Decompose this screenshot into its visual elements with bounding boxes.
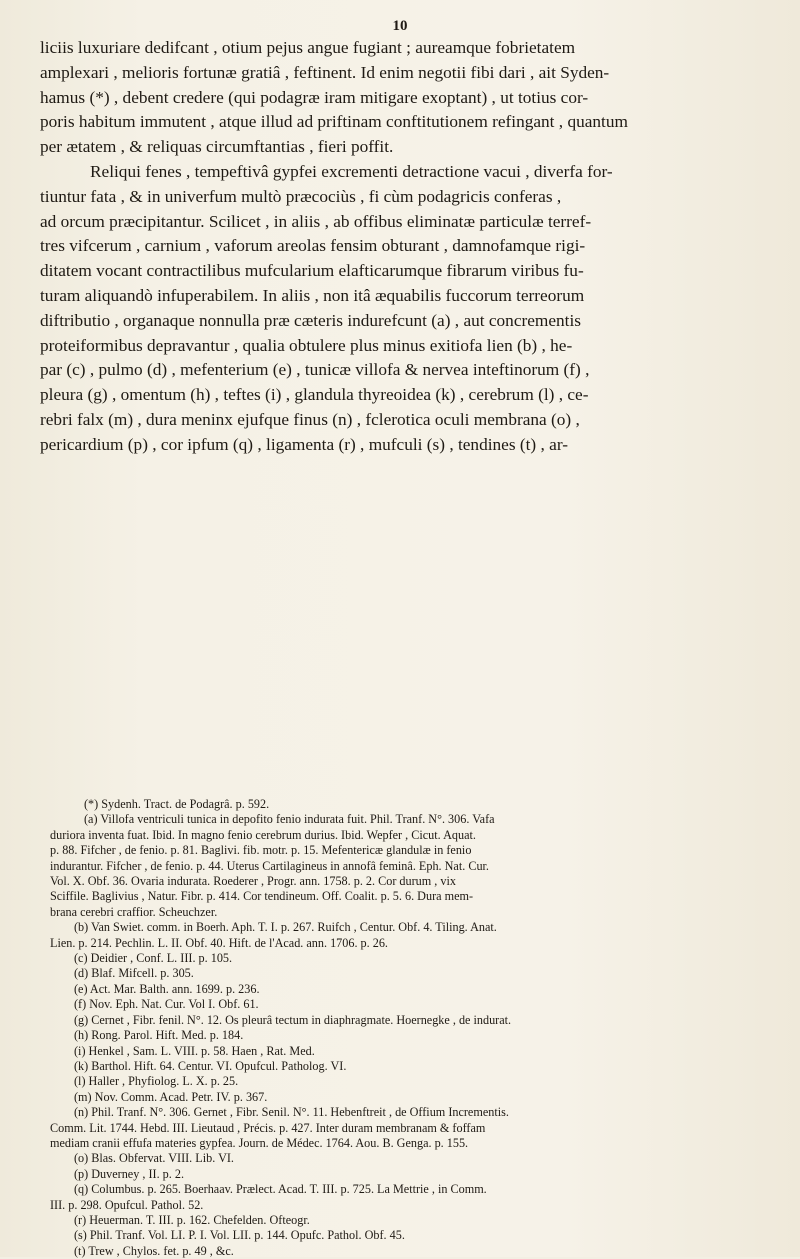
text-line: ditatem vocant contractilibus mufcularium elafticarumque fibrarum viribus fu- (40, 261, 584, 281)
footnote-line: Vol. X. Obf. 36. Ovaria indurata. Roederer , Progr. ann. 1758. p. 2. Cor durum , vix (50, 874, 456, 889)
footnote-line: p. 88. Fifcher , de fenio. p. 81. Baglivi. fib. motr. p. 15. Mefentericæ glandulæ in fenio (50, 843, 472, 858)
text-line: amplexari , melioris fortunæ gratiâ , feftinent. Id enim negotii fibi dari , ait Syden- (40, 62, 610, 82)
footnote-line: (f) Nov. Eph. Nat. Cur. Vol I. Obf. 61. (74, 997, 259, 1012)
footnote-line: Lien. p. 214. Pechlin. L. II. Obf. 40. Hift. de l'Acad. ann. 1706. p. 26. (50, 935, 388, 950)
text-line: tiuntur fata , & in univerfum multò præcociùs , fi cùm podagricis conferas , (40, 186, 562, 206)
footnote-line: (k) Barthol. Hift. 64. Centur. VI. Opufcul. Patholog. VI. (74, 1058, 347, 1073)
footnote-line: (n) Phil. Tranf. N°. 306. Gernet , Fibr. Senil. N°. 11. Hebenftreit , de Offium Incrementis. (74, 1105, 509, 1120)
footnote-line: (h) Rong. Parol. Hift. Med. p. 184. (74, 1028, 244, 1043)
footnote-line: (d) Blaf. Mifcell. p. 305. (74, 966, 194, 981)
text-line: proteiformibus depravantur , qualia obtulere plus minus exitiofa lien (b) , he- (40, 335, 573, 355)
footnote-line: brana cerebri craffior. Scheuchzer. (50, 904, 218, 919)
footnote-line: (r) Heuerman. T. III. p. 162. Chefelden. Ofteogr. (74, 1212, 310, 1227)
text-line: rebri falx (m) , dura meninx ejufque finus (n) , fclerotica oculi membrana (o) , (40, 409, 580, 429)
text-line: liciis luxuriare dedifcant , otium pejus angue fugiant ; aureamque fobrietatem (40, 38, 576, 57)
text-line: diftributio , organaque nonnulla præ cæteris indurefcunt (a) , aut concrementis (40, 310, 582, 330)
text-line: per ætatem , & reliquas circumftantias , fieri poffit. (40, 137, 394, 157)
page-number: 10 (392, 18, 408, 34)
footnote-line: Comm. Lit. 1744. Hebd. III. Lieutaud , Précis. p. 427. Inter duram membranam & foffam (50, 1120, 486, 1135)
footnote-line: (q) Columbus. p. 265. Boerhaav. Prælect. Acad. T. III. p. 725. La Mettrie , in Comm. (74, 1182, 487, 1197)
footnote-line: (g) Cernet , Fibr. fenil. N°. 12. Os pleurâ tectum in diaphragmate. Hoernegke , de indurat. (74, 1012, 512, 1027)
footnote-line: (i) Henkel , Sam. L. VIII. p. 58. Haen , Rat. Med. (74, 1043, 315, 1058)
text-line: pleura (g) , omentum (h) , teftes (i) , glandula thyreoidea (k) , cerebrum (l) , ce- (40, 385, 589, 405)
footnote-line: (m) Nov. Comm. Acad. Petr. IV. p. 367. (74, 1089, 268, 1104)
footnote-line: (l) Haller , Phyfiolog. L. X. p. 25. (74, 1074, 239, 1089)
text-line: poris habitum immutent , atque illud ad priftinam conftitutionem refingant , quantum (40, 112, 628, 132)
text-line: par (c) , pulmo (d) , mefenterium (e) , tunicæ villofa & nervea inteftinorum (f) , (40, 360, 590, 380)
text-line: tres vifcerum , carnium , vaforum areolas fensim obturant , damnofamque rigi- (40, 236, 586, 256)
text-line: turam aliquandò infuperabilem. In aliis , non itâ æquabilis fuccorum terreorum (40, 285, 585, 305)
footnote-line: mediam cranii effufa materies gypfea. Journ. de Médec. 1764. Aou. B. Genga. p. 155. (50, 1135, 469, 1150)
footnote-line: (s) Phil. Tranf. Vol. LI. P. I. Vol. LII. p. 144. Opufc. Pathol. Obf. 45. (74, 1228, 405, 1243)
footnote-line: (b) Van Swiet. comm. in Boerh. Aph. T. I. p. 267. Ruifch , Centur. Obf. 4. Tiling. Anat. (74, 920, 497, 935)
footnote-line: (a) Villofa ventriculi tunica in depofito fenio indurata fuit. Phil. Tranf. N°. 306. Vafa (84, 812, 495, 827)
footnote-line: duriora inventa fuat. Ibid. In magno fenio cerebrum durius. Ibid. Wepfer , Cicut. Aquat. (50, 827, 476, 842)
footnote-line: (e) Act. Mar. Balth. ann. 1699. p. 236. (74, 981, 260, 996)
footnote-line: (o) Blas. Obfervat. VIII. Lib. VI. (74, 1151, 234, 1166)
footnote-line: (c) Deidier , Conf. L. III. p. 105. (74, 951, 233, 966)
footnote-line: Sciffile. Baglivius , Natur. Fibr. p. 414. Cor tendineum. Off. Coalit. p. 5. 6. Dura mem- (50, 889, 474, 904)
text-line: Reliqui fenes , tempeftivâ gypfei excrementi detractione vacui , diverfa for- (90, 161, 613, 181)
footnotes (50, 797, 788, 1259)
footnote-line: (*) Sydenh. Tract. de Podagrâ. p. 592. (84, 797, 270, 811)
text-line: hamus (*) , debent credere (qui podagræ iram mitigare exoptant) , ut totius cor- (40, 87, 589, 107)
footnote-line: indurantur. Fifcher , de fenio. p. 44. Uterus Cartilagineus in annofâ feminâ. Eph. Nat. Cur. (50, 858, 489, 873)
main-text (40, 36, 786, 458)
footnote-line: (p) Duverney , II. p. 2. (74, 1166, 184, 1181)
text-line: pericardium (p) , cor ipfum (q) , ligamenta (r) , mufculi (s) , tendines (t) , ar- (40, 434, 568, 454)
text-line: ad orcum præcipitantur. Scilicet , in aliis , ab offibus eliminatæ particulæ terref- (40, 211, 592, 231)
footnote-line: (t) Trew , Chylos. fet. p. 49 , &c. (74, 1243, 234, 1258)
footnote-line: III. p. 298. Opufcul. Pathol. 52. (50, 1197, 204, 1212)
